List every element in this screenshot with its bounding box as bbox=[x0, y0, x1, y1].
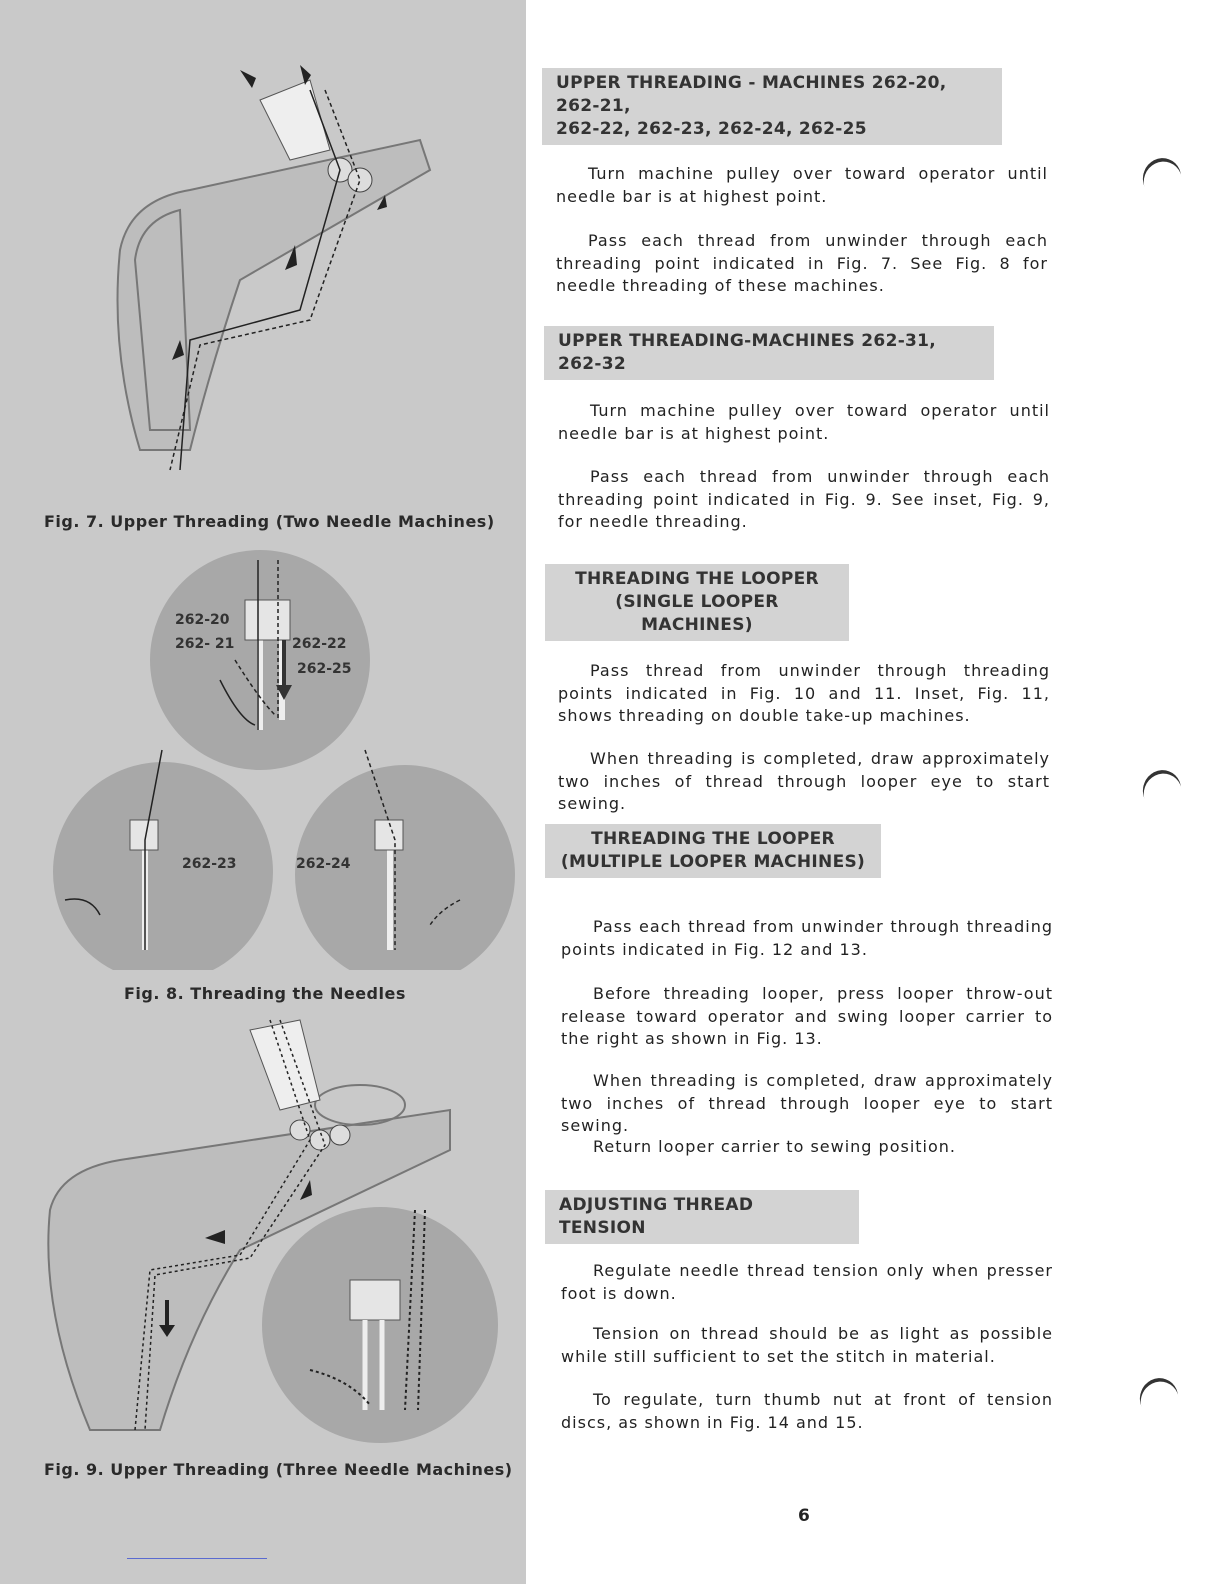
paragraph bbox=[558, 400, 1050, 445]
paragraph-text: Pass each thread from unwinder through each threading point indicated in Fig. 7. See Fig. 8 for needle threading of these machines. bbox=[556, 231, 1048, 295]
fig8-illustration bbox=[20, 540, 520, 970]
heading-line: UPPER THREADING - MACHINES 262-20, 262-21, bbox=[556, 73, 947, 116]
fig8-caption: Fig. 8. Threading the Needles bbox=[124, 984, 406, 1003]
label-262-20: 262-20 bbox=[175, 612, 230, 628]
fig7-illustration bbox=[40, 50, 480, 500]
paragraph-text: Turn machine pulley over toward operator until needle bar is at highest point. bbox=[556, 164, 1048, 206]
fig9-illustration bbox=[30, 1010, 500, 1450]
label-262-23: 262-23 bbox=[182, 856, 237, 872]
heading-line: THREADING THE LOOPER bbox=[591, 829, 835, 849]
section-heading-upper-threading-262-20 bbox=[542, 68, 1002, 145]
paragraph-text: Turn machine pulley over toward operator until needle bar is at highest point. bbox=[558, 401, 1050, 443]
heading-line: ADJUSTING THREAD TENSION bbox=[559, 1195, 754, 1238]
heading-line: THREADING THE LOOPER bbox=[575, 569, 819, 589]
paragraph bbox=[558, 660, 1050, 728]
fig7-caption: Fig. 7. Upper Threading (Two Needle Machines) bbox=[44, 512, 495, 531]
paragraph bbox=[561, 916, 1053, 961]
divider-line bbox=[127, 1558, 267, 1559]
paragraph bbox=[561, 983, 1053, 1051]
label-262-21: 262- 21 bbox=[175, 636, 235, 652]
paragraph bbox=[561, 1260, 1053, 1305]
paragraph-text: Regulate needle thread tension only when presser foot is down. bbox=[561, 1261, 1053, 1303]
paragraph-text: To regulate, turn thumb nut at front of tension discs, as shown in Fig. 14 and 15. bbox=[561, 1390, 1053, 1432]
paragraph bbox=[561, 1136, 1053, 1159]
label-262-25: 262-25 bbox=[297, 661, 352, 677]
paragraph-text: Tension on thread should be as light as possible while still sufficient to set the stitch in material. bbox=[561, 1324, 1053, 1366]
label-262-22: 262-22 bbox=[292, 636, 347, 652]
paragraph-text: Pass each thread from unwinder through threading points indicated in Fig. 12 and 13. bbox=[561, 917, 1053, 959]
paragraph-text: Return looper carrier to sewing position. bbox=[593, 1137, 956, 1156]
heading-line: 262-22, 262-23, 262-24, 262-25 bbox=[556, 119, 867, 139]
paragraph-text: Pass thread from unwinder through threading points indicated in Fig. 10 and 11. Inset, Fig. 11, shows threading on double take-up machines. bbox=[558, 661, 1050, 725]
fig9-caption: Fig. 9. Upper Threading (Three Needle Machines) bbox=[44, 1460, 513, 1479]
paragraph-text: When threading is completed, draw approximately two inches of thread through looper eye to start sewing. bbox=[558, 749, 1050, 813]
label-262-24: 262-24 bbox=[296, 856, 351, 872]
binder-hole bbox=[1134, 1373, 1183, 1424]
paragraph bbox=[556, 163, 1048, 208]
paragraph bbox=[561, 1070, 1053, 1138]
heading-line: (MULTIPLE LOOPER MACHINES) bbox=[560, 852, 866, 872]
section-heading-thread-tension bbox=[545, 1190, 859, 1244]
paragraph-text: Pass each thread from unwinder through each threading point indicated in Fig. 9. See inset, Fig. 9, for needle threading. bbox=[558, 467, 1050, 531]
binder-hole bbox=[1137, 765, 1186, 816]
paragraph bbox=[561, 1389, 1053, 1434]
paragraph bbox=[558, 748, 1050, 816]
paragraph-text: Before threading looper, press looper throw-out release toward operator and swing looper carrier to the right as shown in Fig. 13. bbox=[561, 984, 1053, 1048]
page-number: 6 bbox=[798, 1506, 810, 1526]
paragraph bbox=[561, 1323, 1053, 1368]
section-heading-single-looper bbox=[545, 564, 849, 641]
paragraph-text: When threading is completed, draw approximately two inches of thread through looper eye to start sewing. bbox=[561, 1071, 1053, 1135]
paragraph bbox=[558, 466, 1050, 534]
heading-line: (SINGLE LOOPER MACHINES) bbox=[615, 592, 779, 635]
section-heading-upper-threading-262-31 bbox=[544, 326, 994, 380]
heading-line: UPPER THREADING-MACHINES 262-31, 262-32 bbox=[558, 331, 937, 374]
binder-hole bbox=[1137, 153, 1186, 204]
inset-circle-left bbox=[53, 762, 273, 970]
section-heading-multiple-looper bbox=[545, 824, 881, 878]
paragraph bbox=[556, 230, 1048, 298]
